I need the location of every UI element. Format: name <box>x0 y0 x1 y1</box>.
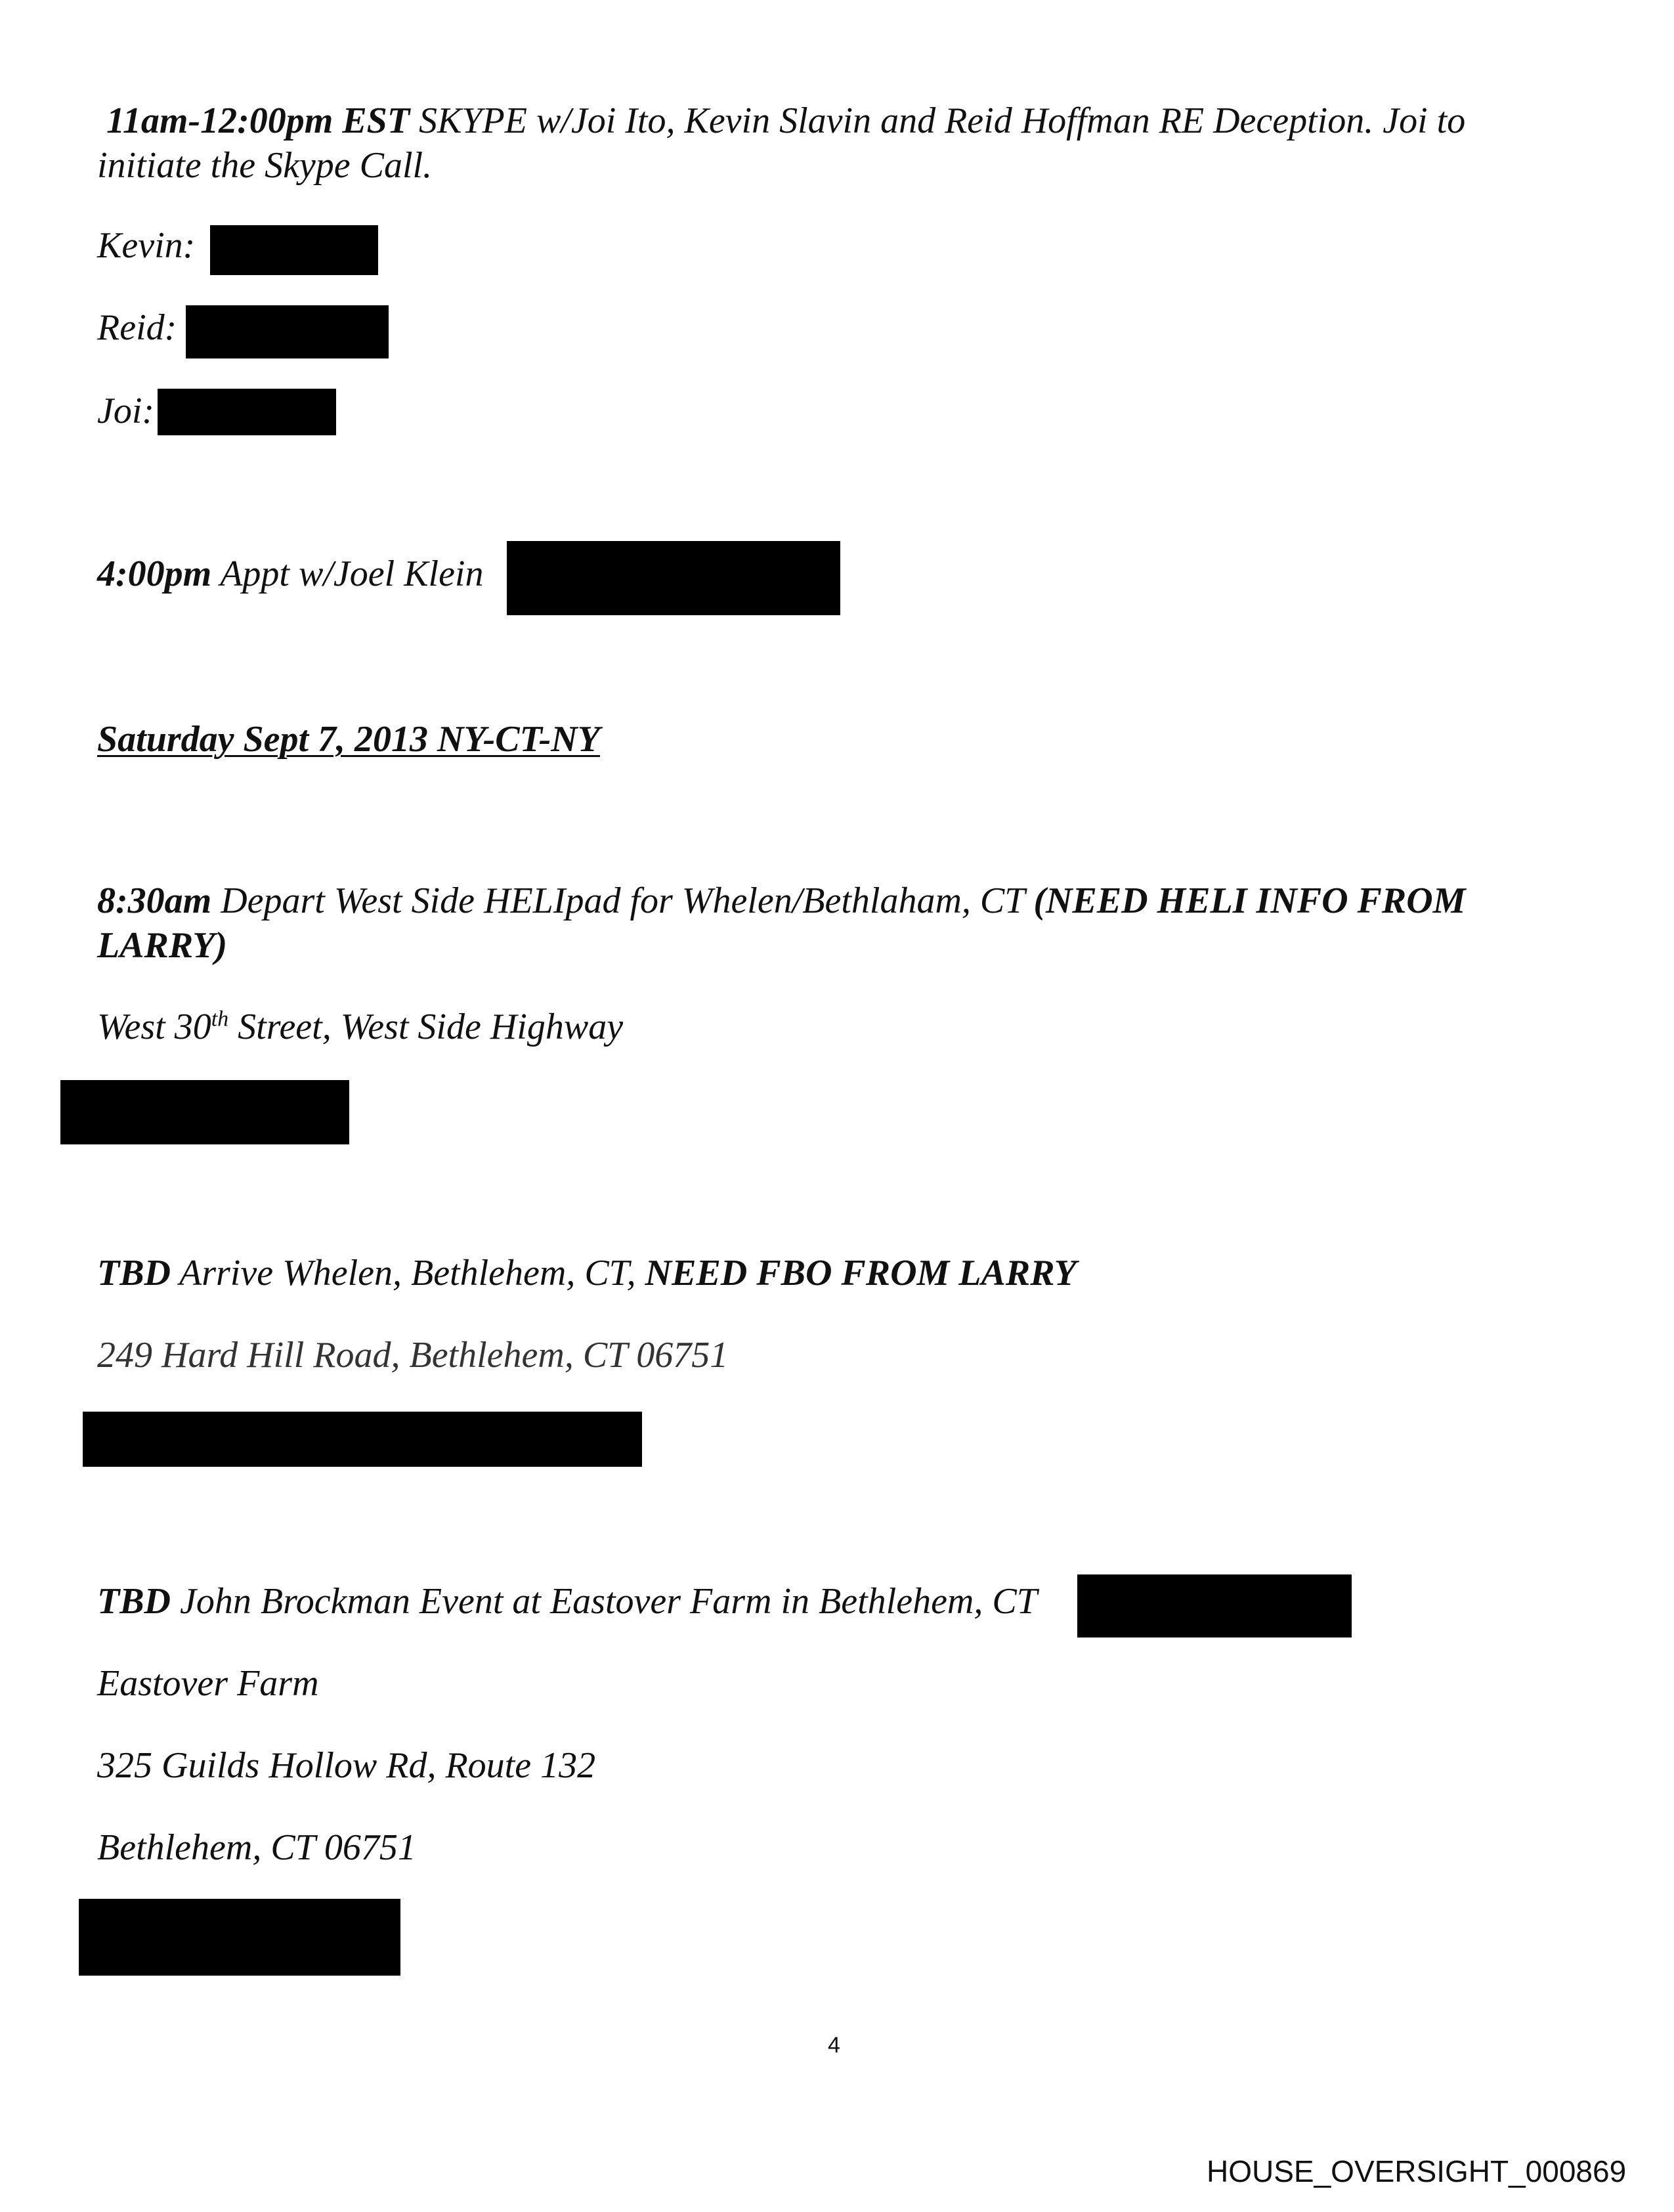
redaction-kevin <box>210 225 378 275</box>
depart-note: (NEED HELI INFO FROM LARRY) <box>97 880 1466 966</box>
arrive-note: NEED FBO FROM LARRY <box>645 1253 1077 1293</box>
redaction-reid <box>186 305 389 358</box>
depart-entry <box>97 878 1541 968</box>
depart-time: 8:30am <box>97 880 212 921</box>
redaction-arrive <box>83 1412 642 1467</box>
date-heading: Saturday Sept 7, 2013 NY-CT-NY <box>97 719 600 760</box>
klein-time: 4:00pm <box>97 553 212 594</box>
arrive-text: Arrive Whelen, Bethlehem, CT, <box>179 1253 636 1293</box>
depart-text: Depart West Side HELIpad for Whelen/Bethlaham, CT <box>221 880 1025 921</box>
redaction-event <box>1077 1574 1352 1637</box>
event-line1: Eastover Farm <box>97 1663 319 1704</box>
klein-entry <box>97 552 484 596</box>
arrive-address: 249 Hard Hill Road, Bethlehem, CT 06751 <box>97 1335 729 1376</box>
page-number: 4 <box>828 2033 840 2058</box>
bates-footer: HOUSE_OVERSIGHT_000869 <box>1207 2154 1627 2188</box>
event-line3: Bethlehem, CT 06751 <box>97 1827 416 1868</box>
event-text: John Brockman Event at Eastover Farm in Bethlehem, CT <box>180 1581 1037 1622</box>
redaction-depart <box>60 1080 349 1144</box>
skype-time: 11am-12:00pm EST <box>106 100 410 141</box>
arrive-time: TBD <box>97 1253 171 1293</box>
redaction-klein <box>507 541 840 615</box>
skype-text: SKYPE w/Joi Ito, Kevin Slavin and Reid Hoffman RE Deception. Joi to initiate the Skype Call. <box>97 100 1466 186</box>
arrive-entry <box>97 1251 1077 1295</box>
joi-label: Joi: <box>97 391 155 431</box>
klein-text: Appt w/Joel Klein <box>220 553 484 594</box>
kevin-label: Kevin: <box>97 225 196 266</box>
depart-address: West 30th Street, West Side Highway <box>97 1007 624 1047</box>
redaction-joi <box>158 389 336 435</box>
event-line2: 325 Guilds Hollow Rd, Route 132 <box>97 1745 596 1786</box>
event-entry <box>97 1579 1037 1624</box>
event-time: TBD <box>97 1581 171 1622</box>
redaction-event-contact <box>79 1899 400 1976</box>
reid-label: Reid: <box>97 307 177 348</box>
skype-entry <box>97 98 1541 188</box>
